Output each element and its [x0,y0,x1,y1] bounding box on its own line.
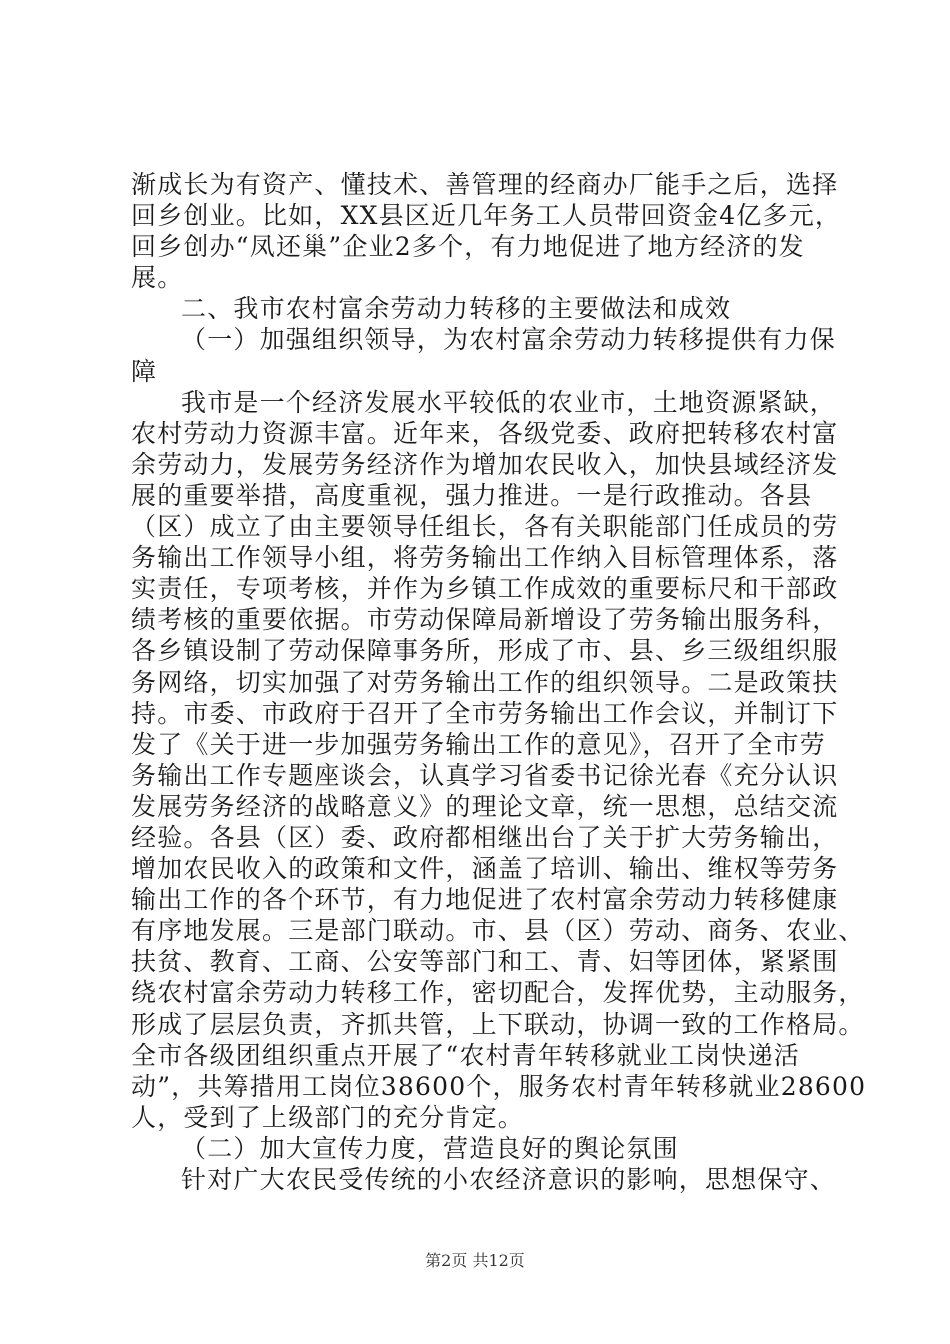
text-line: 绕农村富余劳动力转移工作，密切配合，发挥优势，主动服务， [131,978,865,1008]
page-number-label: 第2页 共12页 [425,1251,525,1270]
text-line: 发了《关于进一步加强劳务输出工作的意见》，召开了全市劳 [131,729,826,759]
text-line: 展的重要举措，高度重视，强力推进。一是行政推动。各县 [131,480,813,510]
text-line: 绩考核的重要依据。市劳动保障局新增设了劳务输出服务科， [131,605,839,635]
text-line: 展。 [131,263,184,293]
text-line: 持。市委、市政府于召开了全市劳务输出工作会议，并制订下 [131,698,839,728]
text-line: 有序地发展。三是部门联动。市、县（区）劳动、商务、农业、 [131,916,865,946]
section-heading: 二、我市农村富余劳动力转移的主要做法和成效 [181,294,732,324]
text-line: 障 [131,356,158,386]
text-line: 务网络，切实加强了对劳务输出工作的组织领导。二是政策扶 [131,667,839,697]
paragraph-start: 我市是一个经济发展水平较低的农业市，土地资源紧缺， [181,387,837,417]
text-line: 人，受到了上级部门的充分肯定。 [131,1102,525,1132]
page-footer [0,1248,950,1271]
text-line: （区）成立了由主要领导任组长，各有关职能部门任成员的劳 [131,512,839,542]
text-line: 各乡镇设制了劳动保障事务所，形成了市、县、乡三级组织服 [131,636,839,666]
subsection-heading: （一）加强组织领导，为农村富余劳动力转移提供有力保 [181,325,837,355]
text-line: 渐成长为有资产、懂技术、善管理的经商办厂能手之后，选择 [131,170,839,199]
text-line: 回乡创业。比如，XX县区近几年务工人员带回资金4亿多元， [131,201,842,231]
text-line: 扶贫、教育、工商、公安等部门和工、青、妇等团体，紧紧围 [131,947,839,977]
text-line: 实责任，专项考核，并作为乡镇工作成效的重要标尺和干部政 [131,574,839,604]
text-line: 输出工作的各个环节，有力地促进了农村富余劳动力转移健康 [131,885,839,915]
text-line: 形成了层层负责，齐抓共管，上下联动，协调一致的工作格局。 [131,1009,865,1039]
text-line: 农村劳动力资源丰富。近年来，各级党委、政府把转移农村富 [131,418,839,448]
text-line: 余劳动力，发展劳务经济作为增加农民收入，加快县域经济发 [131,449,839,479]
document-body [131,169,867,1195]
paragraph-start: 针对广大农民受传统的小农经济意识的影响，思想保守、 [181,1165,837,1194]
text-line: 动”，共筹措用工岗位38600个，服务农村青年转移就业28600 [131,1071,867,1101]
text-line: 增加农民收入的政策和文件，涵盖了培训、输出、维权等劳务 [131,854,839,884]
text-line: 回乡创办“凤还巢”企业2多个，有力地促进了地方经济的发 [131,232,805,262]
text-line: 务输出工作领导小组，将劳务输出工作纳入目标管理体系，落 [131,543,839,573]
text-line: 发展劳务经济的战略意义》的理论文章，统一思想，总结交流 [131,791,839,821]
text-line: 经验。各县（区）委、政府都相继出台了关于扩大劳务输出， [131,822,839,852]
subsection-heading: （二）加大宣传力度，营造良好的舆论氛围 [181,1133,679,1163]
text-line: 全市各级团组织重点开展了“农村青年转移就业工岗快递活 [131,1040,800,1070]
text-line: 务输出工作专题座谈会，认真学习省委书记徐光春《充分认识 [131,760,839,790]
